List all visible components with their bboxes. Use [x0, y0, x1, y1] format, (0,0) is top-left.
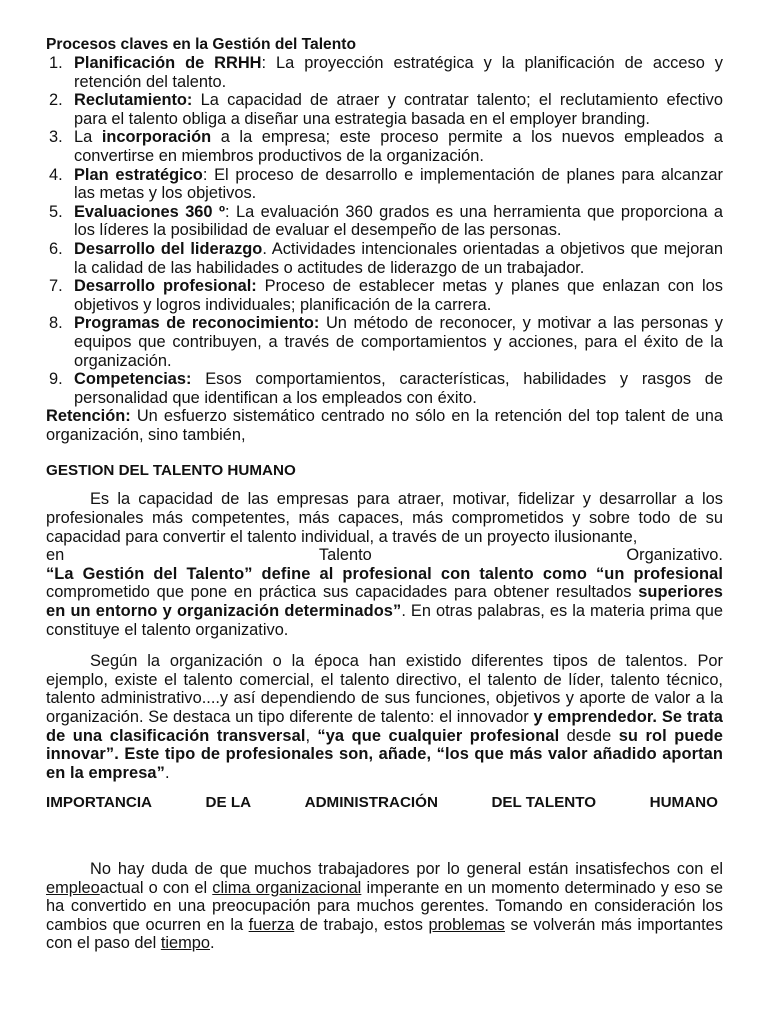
item-text: La evaluación 360 grados es una herramienta que proporciona a los líderes la posibilidad de evaluar el desempeño de las personas.: [74, 202, 723, 240]
item-pre: La: [74, 128, 102, 147]
spread-word: en: [46, 546, 65, 565]
link-tiempo[interactable]: tiempo: [160, 934, 211, 953]
item-text: Un método de reconocer, y motivar a las personas y equipos que contribuyen, a través de comportamientos y acciones, para el éxito de la organización.: [74, 314, 724, 370]
paragraph-types: [46, 652, 723, 782]
paragraph-text: actual o con el: [99, 878, 213, 897]
item-term: Competencias:: [74, 370, 192, 389]
spread-word: Organizativo.: [626, 546, 723, 565]
quote-bold: “La Gestión del Talento” define al profesional con talento como “un profesional: [46, 564, 723, 583]
paragraph-bold: su rol puede innovar”. Este tipo de profesionales son, añade, “los que más valor añadido aportan en la empresa”: [46, 726, 723, 782]
list-item: [49, 128, 723, 165]
paragraph-text: .: [164, 763, 170, 782]
paragraph-text: de trabajo, estos: [294, 915, 429, 934]
heading-word: HUMANO: [649, 794, 718, 812]
item-text: La capacidad de atraer y contratar talento; el reclutamiento efectivo para el talento obliga a diseñar una estrategia basada en el employer branding.: [74, 91, 723, 128]
spread-word: Talento: [318, 546, 372, 565]
item-number: 2.: [49, 91, 63, 110]
heading-word: DEL TALENTO: [491, 794, 597, 812]
item-number: 9.: [49, 370, 63, 389]
item-term: Programas de reconocimiento:: [74, 314, 320, 333]
list-item: [49, 314, 724, 370]
item-text: Esos comportamientos, características, habilidades y rasgos de personalidad que identifican a los empleados con éxito.: [74, 370, 723, 407]
item-number: 4.: [49, 165, 63, 184]
item-text: La proyección estratégica y la planificación de acceso y retención del talento.: [74, 54, 723, 91]
item-text: Actividades intencionales orientadas a objetivos que mejoran la calidad de las habilidades o actitudes de liderazgo de un trabajador.: [74, 239, 723, 277]
link-problemas[interactable]: problemas: [428, 915, 505, 934]
link-clima-organizacional[interactable]: clima organizacional: [212, 878, 362, 897]
item-sep: .: [262, 239, 267, 258]
paragraph-bold: “ya que cualquier profesional: [317, 726, 560, 745]
item-term: Planificación de RRHH: [74, 54, 262, 72]
retention-text: Un esfuerzo sistemático centrado no sólo en la retención del top talent de una organización, sino también,: [46, 407, 723, 444]
section-heading-importancia: [46, 794, 718, 813]
retention-term: Retención:: [46, 407, 131, 426]
paragraph-text: imperante en un momento determinado y eso se ha convertido en una preocupación para muchos gerentes. Tomando en consideración los cambios que ocurren en la: [46, 878, 723, 934]
section-heading-gestion: GESTION DEL TALENTO HUMANO: [46, 462, 296, 480]
item-text: Proceso de establecer metas y planes que enlazan con los objetivos y logros individuales; planificación de la carrera.: [74, 277, 723, 314]
spread-line: [46, 546, 723, 565]
list-item: [49, 54, 723, 91]
item-sep: :: [224, 202, 230, 221]
paragraph-text: Es la capacidad de las empresas para atraer, motivar, fidelizar y desarrollar a los profesionales más competentes, más capaces, más comprometidos y sobre todo de su capacidad para convertir el talento individual, a través de un proyecto ilusionante,: [46, 490, 723, 546]
item-sep: :: [261, 54, 267, 72]
list-item: [49, 277, 723, 314]
list-item: [49, 239, 723, 277]
item-number: 7.: [49, 277, 63, 296]
paragraph-text: No hay duda de que muchos trabajadores por lo general están insatisfechos con el: [90, 859, 723, 878]
paragraph-text: Según la organización o la época han existido diferentes tipos de talentos. Por ejemplo, existe el talento comercial, el talento directivo, el talento de líder, talento técnico, talento administrativo....y así dependiendo de sus funciones, objetivos y aporte de valor a la organización. Se destaca un tipo diferente de talento: el innovador: [46, 652, 723, 726]
link-fuerza[interactable]: fuerza: [248, 915, 295, 934]
item-number: 1.: [49, 54, 63, 72]
item-text: El proceso de desarrollo e implementación de planes para alcanzar las metas y los objetivos.: [74, 165, 724, 203]
link-empleo[interactable]: empleo: [46, 878, 100, 897]
item-number: 3.: [49, 128, 63, 147]
item-number: 8.: [49, 314, 63, 333]
quote-bold: superiores en un entorno y organización determinados”: [46, 583, 723, 621]
paragraph-importance: [46, 860, 723, 953]
paragraph-text: ,: [305, 726, 318, 745]
item-term: Desarrollo del liderazgo: [74, 239, 263, 258]
paragraph-text: se volverán más importantes con el paso del: [46, 915, 723, 953]
paragraph-text: desde: [559, 726, 619, 745]
paragraph-bold: y emprendedor. Se trata de una clasificación transversal: [46, 708, 723, 745]
item-term: Plan estratégico: [74, 165, 203, 184]
retention-paragraph: [46, 407, 723, 444]
item-sep: :: [202, 165, 208, 184]
list-item: [49, 202, 723, 240]
item-number: 6.: [49, 239, 63, 258]
heading-word: DE LA: [205, 794, 252, 812]
item-text: a la empresa; este proceso permite a los nuevos empleados a convertirse en miembros productivos de la organización.: [74, 128, 723, 165]
paragraph-text: .: [210, 934, 215, 953]
list-item: [49, 91, 723, 128]
process-list: [46, 54, 723, 407]
item-term: incorporación: [101, 128, 212, 147]
paragraph-definition: [46, 490, 723, 546]
item-term: Reclutamiento:: [74, 91, 193, 110]
quote-normal: comprometido que pone en práctica sus capacidades para obtener resultados: [46, 583, 639, 602]
document-page: [46, 36, 723, 953]
quote-end: . En otras palabras, es la materia prima que constituye el talento organizativo.: [46, 602, 724, 639]
document-title: Procesos claves en la Gestión del Talento: [46, 36, 356, 53]
list-item: [49, 370, 723, 407]
paragraph-quote: [46, 565, 723, 639]
list-item: [49, 165, 724, 203]
item-number: 5.: [49, 202, 63, 221]
heading-word: IMPORTANCIA: [46, 794, 153, 812]
heading-word: ADMINISTRACIÓN: [304, 794, 438, 812]
item-term: Desarrollo profesional:: [74, 277, 257, 296]
item-term: Evaluaciones 360 º: [74, 202, 225, 221]
